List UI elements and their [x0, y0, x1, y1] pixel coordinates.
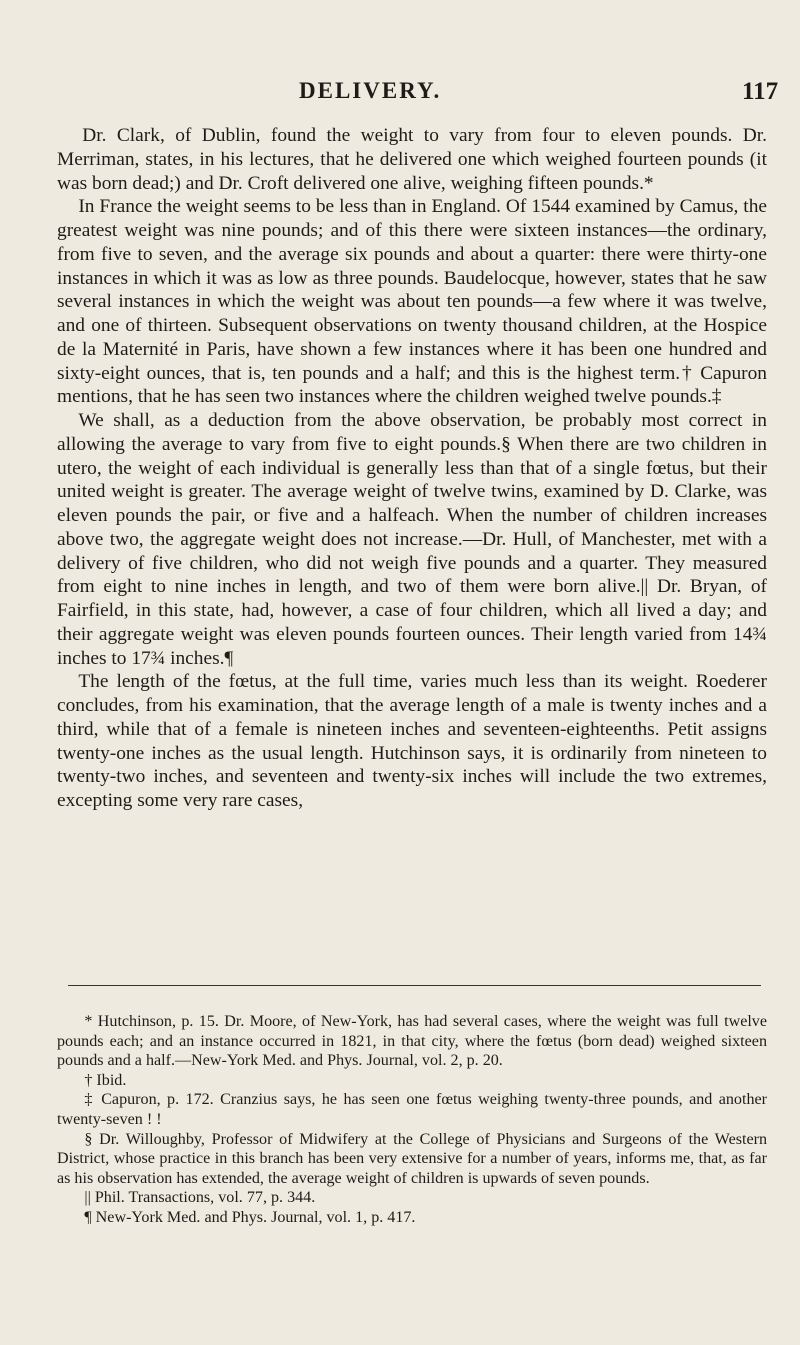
footnote: ¶ New-York Med. and Phys. Journal, vol. 1, p. 417. [84, 1208, 416, 1226]
body-text [57, 124, 767, 813]
running-head: DELIVERY. [299, 78, 442, 103]
body-paragraph: In France the weight seems to be less than in England. Of 1544 examined by Camus, the greatest weight was nine pounds; and of this there were sixteen instances—the ordinary, from five to seven, and the average six pounds and about a quarter: there were thirty-one instances in which it was as low as three pounds. Baudelocque, however, states that he saw several instances in which the weight was about ten pounds—a few where it was twelve, and one of thirteen. Subsequent observations on twenty thousand children, at the Hospice de la Maternité in Paris, have shown a few instances where it has been one hundred and sixty-eight ounces, that is, ten pounds and a half; and this is the highest term.† Capuron mentions, that he has seen two instances where the children weighed twelve pounds.‡ [57, 196, 767, 408]
footnote: ‡ Capuron, p. 172. Cranzius says, he has seen one fœtus weighing twenty-three pounds, and another twenty-seven ! ! [57, 1091, 767, 1128]
footnotes [57, 1012, 767, 1228]
page-header [0, 78, 800, 118]
body-paragraph: We shall, as a deduction from the above observation, be probably most correct in allowing the average to vary from five to eight pounds.§ When there are two children in utero, the weight of each individual is generally less than that of a single fœtus, but their united weight is greater. The average weight of twelve twins, examined by D. Clarke, was eleven pounds the pair, or five and a halfeach. When the number of children increases above two, the aggregate weight does not increase.—Dr. Hull, of Manchester, met with a delivery of five children, who did not weigh five pounds and a quarter. They measured from eight to nine inches in length, and two of them were born alive.|| Dr. Bryan, of Fairfield, in this state, had, however, a case of four children, which all lived a day; and their aggregate weight was eleven pounds fourteen ounces. Their length varied from 14¾ inches to 17¾ inches.¶ [57, 410, 767, 669]
footnote: § Dr. Willoughby, Professor of Midwifery at the College of Physicians and Surgeons of the Western District, whose practice in this branch has been very extensive for a number of years, informs me, that, as far as his observation has extended, the average weight of children is upwards of seven pounds. [57, 1130, 767, 1187]
footnote: † Ibid. [84, 1071, 127, 1089]
footnote-divider [68, 985, 761, 986]
footnote: || Phil. Transactions, vol. 77, p. 344. [84, 1189, 316, 1207]
page-number: 117 [742, 78, 779, 105]
footnote: * Hutchinson, p. 15. Dr. Moore, of New-York, has had several cases, where the weight was full twelve pounds each; and an instance occurred in 1821, in that city, where the fœtus (born dead) weighed sixteen pounds and a half.—New-York Med. and Phys. Journal, vol. 2, p. 20. [57, 1013, 767, 1070]
body-paragraph: Dr. Clark, of Dublin, found the weight to vary from four to eleven pounds. Dr. Merriman, states, in his lectures, that he delivered one which weighed fourteen pounds (it was born dead;) and Dr. Croft delivered one alive, weighing fifteen pounds.* [57, 125, 767, 194]
body-paragraph: The length of the fœtus, at the full time, varies much less than its weight. Roederer concludes, from his examination, that the average length of a male is twenty inches and a third, while that of a female is nineteen inches and seventeen-eighteenths. Petit assigns twenty-one inches as the usual length. Hutchinson says, it is ordinarily from nineteen to twenty-two inches, and seventeen and twenty-six inches will include the two extremes, excepting some very rare cases, [57, 671, 767, 811]
